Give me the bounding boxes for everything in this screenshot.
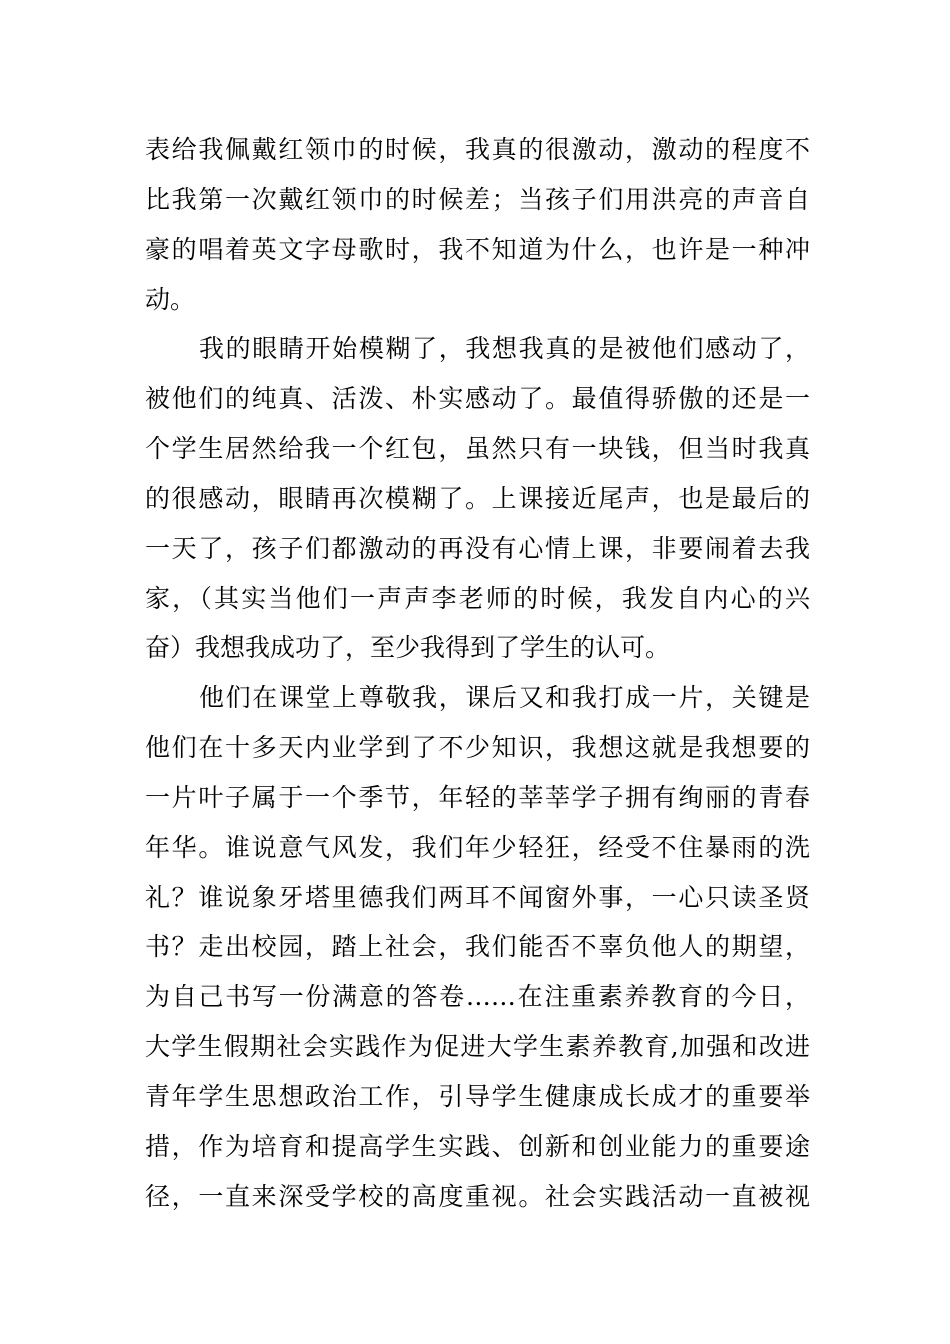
text-line: 一片叶子属于一个季节，年轻的莘莘学子拥有绚丽的青春 [145, 783, 810, 812]
text-line: 礼？谁说象牙塔里德我们两耳不闻窗外事，一心只读圣贤 [145, 883, 810, 912]
text-line: 被他们的纯真、活泼、朴实感动了。最值得骄傲的还是一 [145, 384, 810, 413]
text-line: 豪的唱着英文字母歌时，我不知道为什么，也许是一种冲 [145, 235, 810, 264]
text-line: 我的眼睛开始模糊了，我想我真的是被他们感动了， [199, 334, 810, 363]
text-line: 大学生假期社会实践作为促进大学生素养教育,加强和改进 [145, 1032, 810, 1061]
text-line: 比我第一次戴红领巾的时候差；当孩子们用洪亮的声音自 [145, 185, 810, 214]
text-line: 青年学生思想政治工作，引导学生健康成长成才的重要举 [145, 1082, 810, 1111]
text-line: 为自己书写一份满意的答卷……在注重素养教育的今日， [145, 982, 810, 1011]
text-line: 个学生居然给我一个红包，虽然只有一块钱，但当时我真 [145, 434, 810, 463]
text-line: 的很感动，眼睛再次模糊了。上课接近尾声，也是最后的 [145, 484, 810, 513]
text-line: 年华。谁说意气风发，我们年少轻狂，经受不住暴雨的洗 [145, 833, 810, 862]
text-line: 家，（其实当他们一声声李老师的时候，我发自内心的兴 [145, 584, 810, 613]
text-line: 奋）我想我成功了，至少我得到了学生的认可。 [145, 633, 671, 662]
text-line: 他们在十多天内业学到了不少知识，我想这就是我想要的 [145, 733, 810, 762]
text-line: 径，一直来深受学校的高度重视。社会实践活动一直被视 [145, 1182, 810, 1211]
text-line: 书？走出校园，踏上社会，我们能否不辜负他人的期望， [145, 932, 810, 961]
text-line: 一天了，孩子们都激动的再没有心情上课，非要闹着去我 [145, 534, 810, 563]
text-line: 措，作为培育和提高学生实践、创新和创业能力的重要途 [145, 1132, 810, 1161]
text-line: 他们在课堂上尊敬我，课后又和我打成一片，关键是 [199, 683, 810, 712]
text-line: 动。 [145, 285, 196, 314]
text-line: 表给我佩戴红领巾的时候，我真的很激动，激动的程度不 [145, 135, 810, 164]
